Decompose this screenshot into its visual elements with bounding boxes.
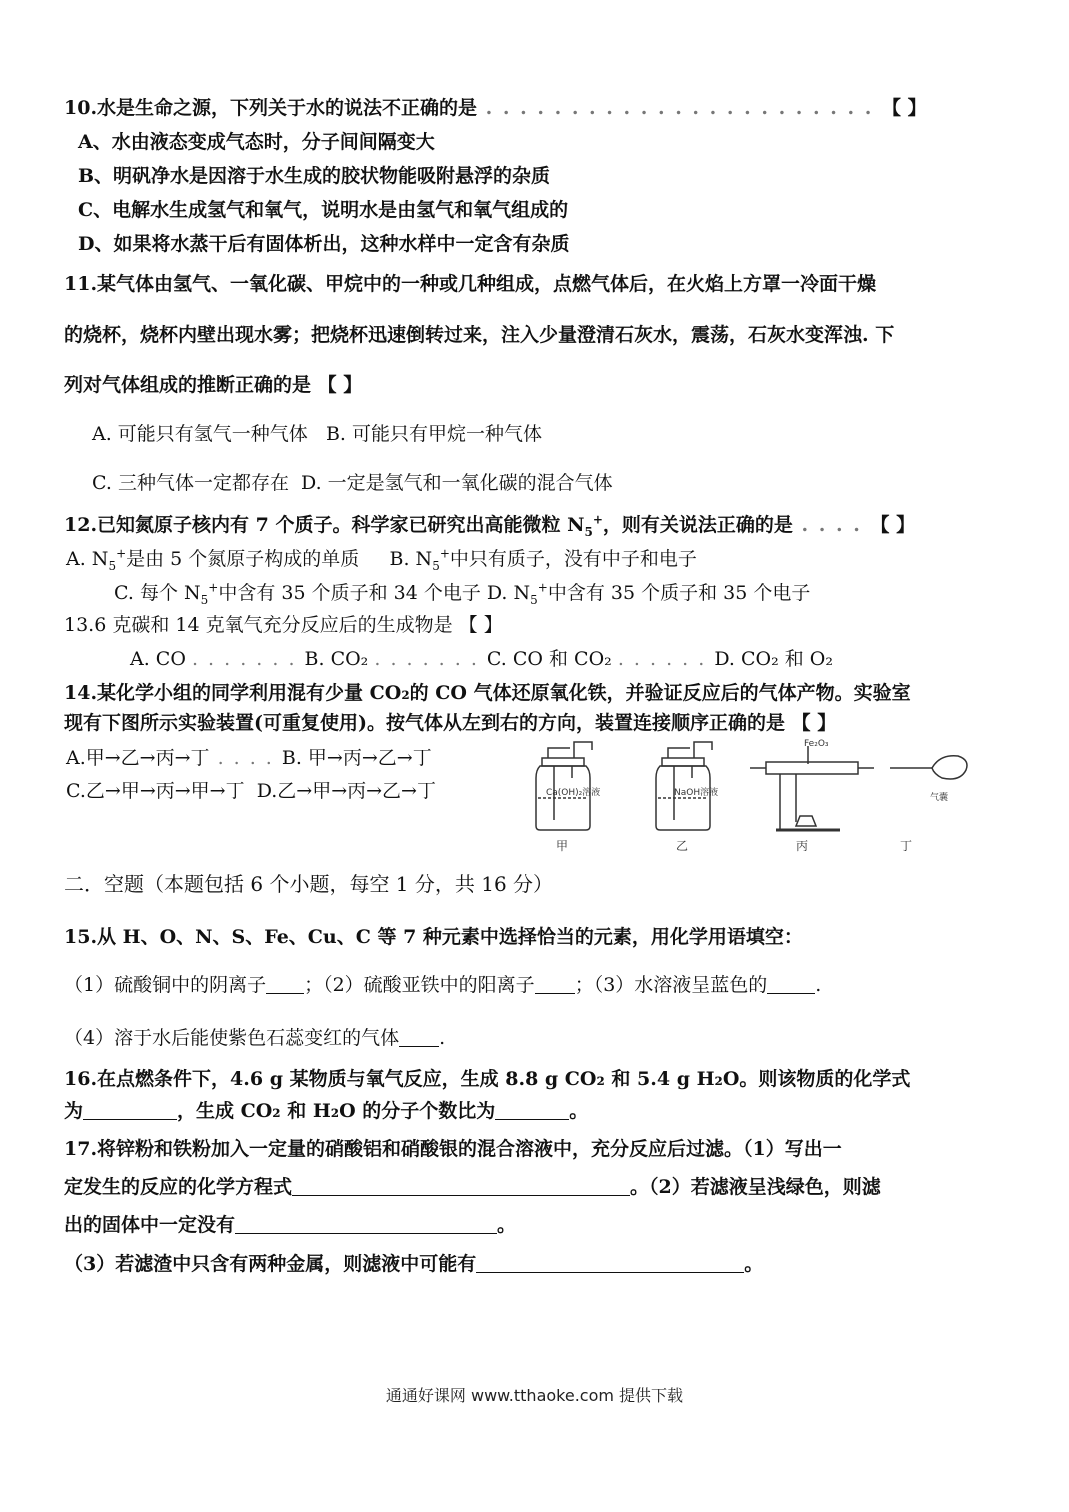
q12-option-b[interactable]: B. $N_5^+$中只有质子，没有中子和电子: [389, 546, 697, 573]
q10-option-c[interactable]: C、电解水生成氢气和氧气，说明水是由氢气和氧气组成的: [78, 199, 569, 221]
q12-options-ab: [66, 546, 697, 572]
q17-line-2: 定发生的反应的化学方程式 。（2）若滤液呈浅绿色，则滤: [64, 1176, 881, 1198]
fig-label-caoh2: Ca(OH)₂溶液: [546, 788, 601, 798]
fig-label-naoh: NaOH溶液: [674, 788, 719, 798]
q10-option-d[interactable]: D、如果将水蒸干后有固体析出，这种水样中一定含有杂质: [78, 233, 570, 255]
q13-option-c[interactable]: C. CO 和 CO₂: [486, 648, 612, 670]
q13-option-a[interactable]: A. CO: [130, 648, 186, 670]
q15-line-2: （1）硫酸铜中的阴离子 ；（2）硫酸亚铁中的阳离子 ；（3）水溶液呈蓝色的 .: [64, 974, 822, 996]
q12-option-d[interactable]: D. $N_5^+$中含有 35 个质子和 35 个电子: [486, 580, 811, 607]
q17-line-4: （3）若滤渣中只含有两种金属，则滤液中可能有 。: [64, 1253, 764, 1275]
q14-line-2: 现有下图所示实验装置(可重复使用)。按气体从左到右的方向，装置连接顺序正确的是 【 】: [64, 712, 837, 734]
q11-option-d[interactable]: D. 一定是氢气和一氧化碳的混合气体: [301, 472, 613, 494]
q17-line-1: 17.将锌粉和铁粉加入一定量的硝酸铝和硝酸银的混合溶液中，充分反应后过滤。（1）写出一: [64, 1138, 842, 1160]
q14-options-ab: A.甲→乙→丙→丁 . . . . B. 甲→丙→乙→丁: [66, 747, 432, 769]
reduction-tube-bing: [750, 746, 874, 830]
q14-option-b[interactable]: B. 甲→丙→乙→丁: [281, 747, 432, 769]
gas-bag-ding: [890, 756, 967, 779]
q17-blank-1[interactable]: [292, 1175, 630, 1196]
q16-blank-2[interactable]: [495, 1099, 569, 1120]
q11-option-a[interactable]: A. 可能只有氢气一种气体: [92, 423, 308, 445]
q13-option-b[interactable]: B. CO₂: [304, 648, 369, 670]
q11-line-1: 11.某气体由氢气、一氧化碳、甲烷中的一种或几种组成，点燃气体后，在火焰上方罩一冷面干燥: [64, 273, 877, 295]
q15-blank-2[interactable]: [535, 973, 575, 994]
q11-options-ab: [92, 421, 542, 447]
q12-stem: 12.已知氮原子核内有 7 个质子。科学家已研究出高能微粒 $N_5^+$，则有关说法正确的是 . . . . 【 】: [64, 512, 916, 539]
q12-option-c[interactable]: C. 每个 $N_5^+$中含有 35 个质子和 34 个电子: [114, 580, 481, 607]
fig-name-yi: 乙: [676, 839, 689, 853]
q10-answer-bracket[interactable]: 【 】: [881, 97, 927, 119]
q14-line-1: 14.某化学小组的同学利用混有少量 CO₂的 CO 气体还原氧化铁，并验证反应后的气体产物。实验室: [64, 682, 911, 704]
footer-source: 通通好课网 www.tthaoke.com 提供下载: [385, 1386, 684, 1405]
q11-option-c[interactable]: C. 三种气体一定都存在: [92, 472, 289, 494]
q12-answer-bracket[interactable]: 【 】: [870, 514, 916, 536]
gas-washing-bottle-jia: [536, 742, 592, 830]
fig-name-jia: 甲: [556, 839, 569, 853]
q12-options-cd: [114, 580, 810, 606]
q13-options: A. CO . . . . . . . B. CO₂ . . . . . . . C. CO 和 CO₂ . . . . . . D. CO₂ 和 O₂: [130, 648, 833, 670]
q17-blank-2[interactable]: [235, 1213, 497, 1234]
q16-line-1: 16.在点燃条件下，4.6 g 某物质与氧气反应，生成 8.8 g CO₂ 和 5.4 g H₂O。则该物质的化学式: [64, 1068, 911, 1090]
fig-label-fe2o3: Fe₂O₃: [804, 739, 829, 749]
q11-line-3: 列对气体组成的推断正确的是 【 】: [64, 374, 363, 396]
q15-blank-4[interactable]: [399, 1026, 439, 1047]
q11-answer-bracket[interactable]: 【 】: [317, 374, 363, 396]
q13-answer-bracket[interactable]: 【 】: [458, 614, 503, 636]
q14-option-d[interactable]: D.乙→甲→丙→乙→丁: [256, 780, 436, 802]
q14-options-cd: [66, 778, 436, 804]
gas-washing-bottle-yi: [656, 742, 712, 830]
q14-answer-bracket[interactable]: 【 】: [791, 712, 837, 734]
q15-blank-1[interactable]: [266, 973, 304, 994]
q16-line-2: 为 ，生成 CO₂ 和 H₂O 的分子个数比为 。: [64, 1100, 589, 1122]
q11-option-b[interactable]: B. 可能只有甲烷一种气体: [325, 423, 542, 445]
q13-option-d[interactable]: D. CO₂ 和 O₂: [714, 648, 833, 670]
q13-stem: 13.6 克碳和 14 克氧气充分反应后的生成物是 【 】: [64, 614, 503, 636]
q15-blank-3[interactable]: [767, 973, 815, 994]
q15-line-3: （4）溶于水后能使紫色石蕊变红的气体 .: [64, 1027, 446, 1049]
fig-name-ding: 丁: [900, 839, 913, 853]
q12-option-a[interactable]: A. $N_5^+$是由 5 个氮原子构成的单质: [66, 546, 360, 573]
section-2-title: 二．空题（本题包括 6 个小题，每空 1 分，共 16 分）: [64, 872, 554, 896]
q10-option-b[interactable]: B、明矾净水是因溶于水生成的胶状物能吸附悬浮的杂质: [78, 165, 551, 187]
apparatus-figure: [520, 738, 1040, 858]
q17-blank-3[interactable]: [476, 1252, 744, 1273]
q10-stem: 10.水是生命之源，下列关于水的说法不正确的是 . . . . . . . . . . . . . . . . . . . . . . . 【 】: [64, 97, 927, 119]
q14-option-a[interactable]: A.甲→乙→丙→丁: [66, 747, 210, 769]
q15-stem: 15.从 H、O、N、S、Fe、Cu、C 等 7 种元素中选择恰当的元素，用化学用语填空：: [64, 926, 803, 948]
q14-option-c[interactable]: C.乙→甲→丙→甲→丁: [66, 780, 245, 802]
fig-label-gas-bag: 气囊: [930, 793, 949, 803]
q16-blank-1[interactable]: [83, 1099, 177, 1120]
q10-option-a[interactable]: A、水由液态变成气态时，分子间间隔变大: [78, 131, 435, 153]
q17-line-3: 出的固体中一定没有 。: [64, 1214, 517, 1236]
fig-name-bing: 丙: [796, 839, 809, 853]
q11-line-2: 的烧杯，烧杯内壁出现水雾；把烧杯迅速倒转过来，注入少量澄清石灰水，震荡，石灰水变浑浊. 下: [64, 324, 895, 346]
q11-options-cd: [92, 470, 613, 496]
